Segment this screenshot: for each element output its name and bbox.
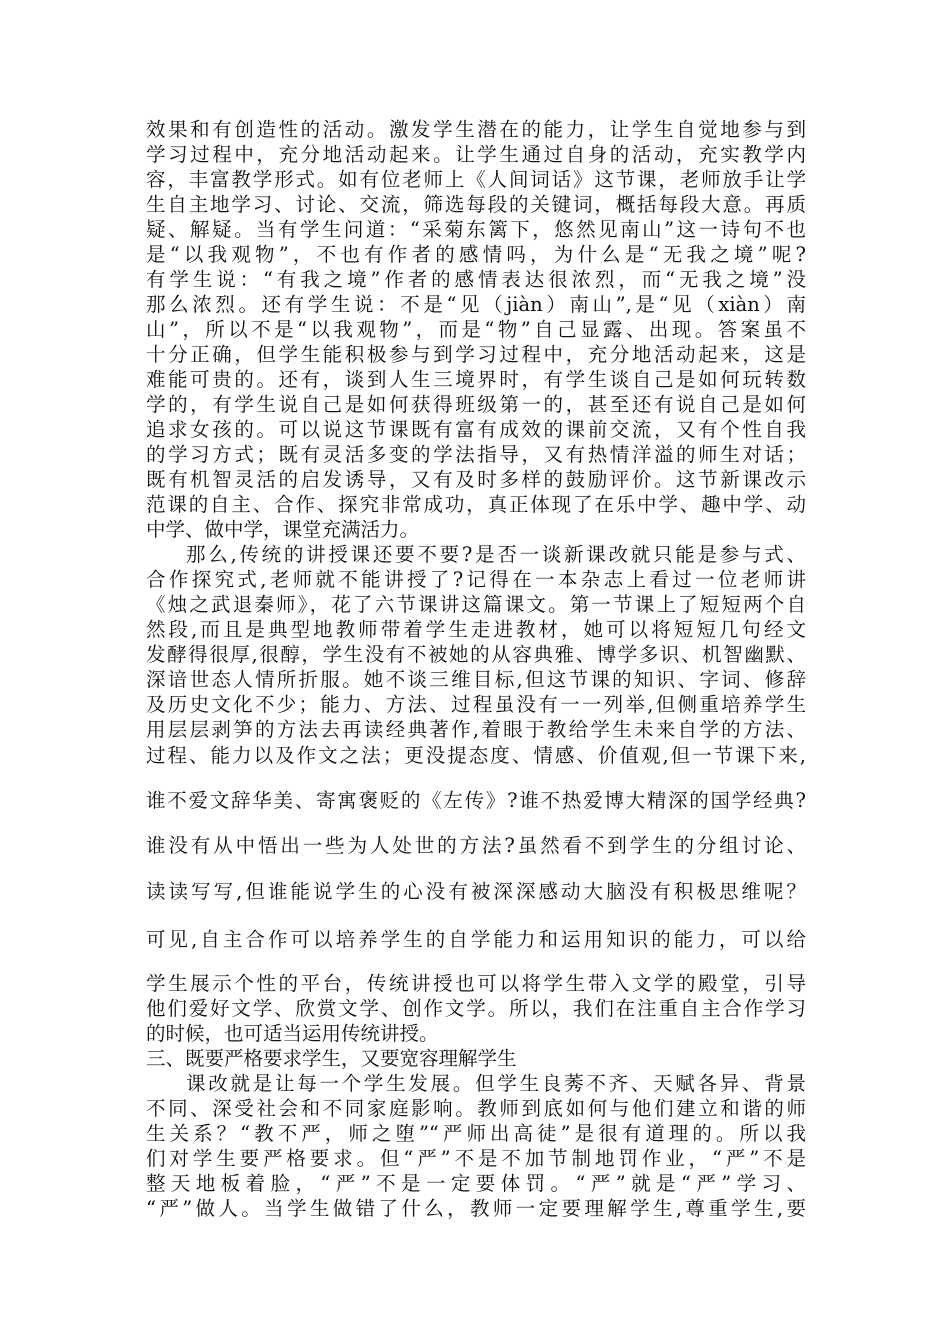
text-line: 有学生说：“有我之境”作者的感情表达很浓烈，而“无我之境”没 bbox=[146, 268, 806, 291]
text-line: 用层层剥笋的方法去再读经典著作,着眼于教给学生未来自学的方法、 bbox=[146, 718, 806, 741]
text-line: “严”做人。当学生做错了什么，教师一定要理解学生,尊重学生,要 bbox=[146, 1197, 806, 1220]
text-line: 学习过程中，充分地活动起来。让学生通过自身的活动，充实教学内 bbox=[146, 143, 806, 166]
text-line: 是“以我观物”，不也有作者的感情吗，为什么是“无我之境”呢? bbox=[146, 243, 806, 266]
text-line: 难能可贵的。还有，谈到人生三境界时，有学生谈自己是如何玩转数 bbox=[146, 368, 806, 391]
paragraph-first-line: 那么,传统的讲授课还要不要?是否一谈新课改就只能是参与式、 bbox=[186, 543, 806, 566]
text-line: 十分正确，但学生能积极参与到学习过程中，充分地活动起来，这是 bbox=[146, 343, 806, 366]
text-line: 生关系？“教不严，师之堕”“严师出高徒”是很有道理的。所以我 bbox=[146, 1122, 806, 1145]
section-heading: 三、既要严格要求学生，又要宽容理解学生 bbox=[146, 1047, 517, 1070]
text-line: 可见,自主合作可以培养学生的自学能力和运用知识的能力，可以给 bbox=[146, 928, 806, 951]
text-line: 范课的自主、合作、探究非常成功，真正体现了在乐中学、趣中学、动 bbox=[146, 493, 806, 516]
text-line: 的时候，也可适当运用传统讲授。 bbox=[146, 1022, 439, 1045]
paragraph-first-line: 课改就是让每一个学生发展。但学生良莠不齐、天赋各异、背景 bbox=[186, 1072, 806, 1095]
text-line: 他们爱好文学、欣赏文学、创作文学。所以，我们在注重自主合作学习 bbox=[146, 997, 806, 1020]
text-line: 学的，有学生说自己是如何获得班级第一的，甚至还有说自己是如何 bbox=[146, 393, 806, 416]
text-line: 山”，所以不是“以我观物”，而是“物”自己显露、出现。答案虽不 bbox=[146, 318, 806, 341]
text-line: 合作探究式,老师就不能讲授了?记得在一本杂志上看过一位老师讲 bbox=[146, 568, 806, 591]
text-line: 中学、做中学，课堂充满活力。 bbox=[146, 518, 420, 541]
text-line: 谁没有从中悟出一些为人处世的方法?虽然看不到学生的分组讨论、 bbox=[146, 834, 806, 857]
text-line: 《烛之武退秦师》，花了六节课讲这篇课文。第一节课上了短短两个自 bbox=[146, 593, 806, 616]
text-line: 及历史文化不少；能力、方法、过程虽没有一一列举,但侧重培养学生 bbox=[146, 693, 806, 716]
text-line: 然段,而且是典型地教师带着学生走进教材，她可以将短短几句经文 bbox=[146, 618, 806, 641]
text-line: 们对学生要严格要求。但“严”不是不加节制地罚作业，“严”不是 bbox=[146, 1147, 806, 1170]
text-line: 不同、深受社会和不同家庭影响。教师到底如何与他们建立和谐的师 bbox=[146, 1097, 806, 1120]
text-line: 那么浓烈。还有学生说：不是“见（jiàn）南山”,是“见（xiàn）南 bbox=[146, 293, 806, 316]
text-line: 疑、解疑。当有学生问道：“采菊东篱下，悠然见南山”这一诗句不也 bbox=[146, 218, 806, 241]
text-line: 追求女孩的。可以说这节课既有富有成效的课前交流，又有个性自我 bbox=[146, 418, 806, 441]
text-line: 既有机智灵活的启发诱导，又有及时多样的鼓励评价。这节新课改示 bbox=[146, 468, 806, 491]
text-line: 容，丰富教学形式。如有位老师上《人间词话》这节课，老师放手让学 bbox=[146, 168, 806, 191]
text-line: 效果和有创造性的活动。激发学生潜在的能力，让学生自觉地参与到 bbox=[146, 118, 806, 141]
text-line: 谁不爱文辞华美、寄寓褒贬的《左传》?谁不热爱博大精深的国学经典? bbox=[146, 789, 806, 812]
text-line: 读读写写,但谁能说学生的心没有被深深感动大脑没有积极思维呢？ bbox=[146, 880, 806, 903]
text-line: 的学习方式；既有灵活多变的学法指导，又有热情洋溢的师生对话； bbox=[146, 443, 806, 466]
text-line: 发酵得很厚,很醇，学生没有不被她的从容典雅、博学多识、机智幽默、 bbox=[146, 643, 806, 666]
text-line: 整天地板着脸，“严”不是一定要体罚。“严”就是“严”学习、 bbox=[146, 1172, 806, 1195]
text-line: 生自主地学习、讨论、交流，筛选每段的关键词，概括每段大意。再质 bbox=[146, 193, 806, 216]
text-line: 深谙世态人情所折服。她不谈三维目标,但这节课的知识、字词、修辞 bbox=[146, 668, 806, 691]
text-line: 学生展示个性的平台，传统讲授也可以将学生带入文学的殿堂，引导 bbox=[146, 972, 806, 995]
text-line: 过程、能力以及作文之法；更没提态度、情感、价值观,但一节课下来, bbox=[146, 744, 806, 767]
